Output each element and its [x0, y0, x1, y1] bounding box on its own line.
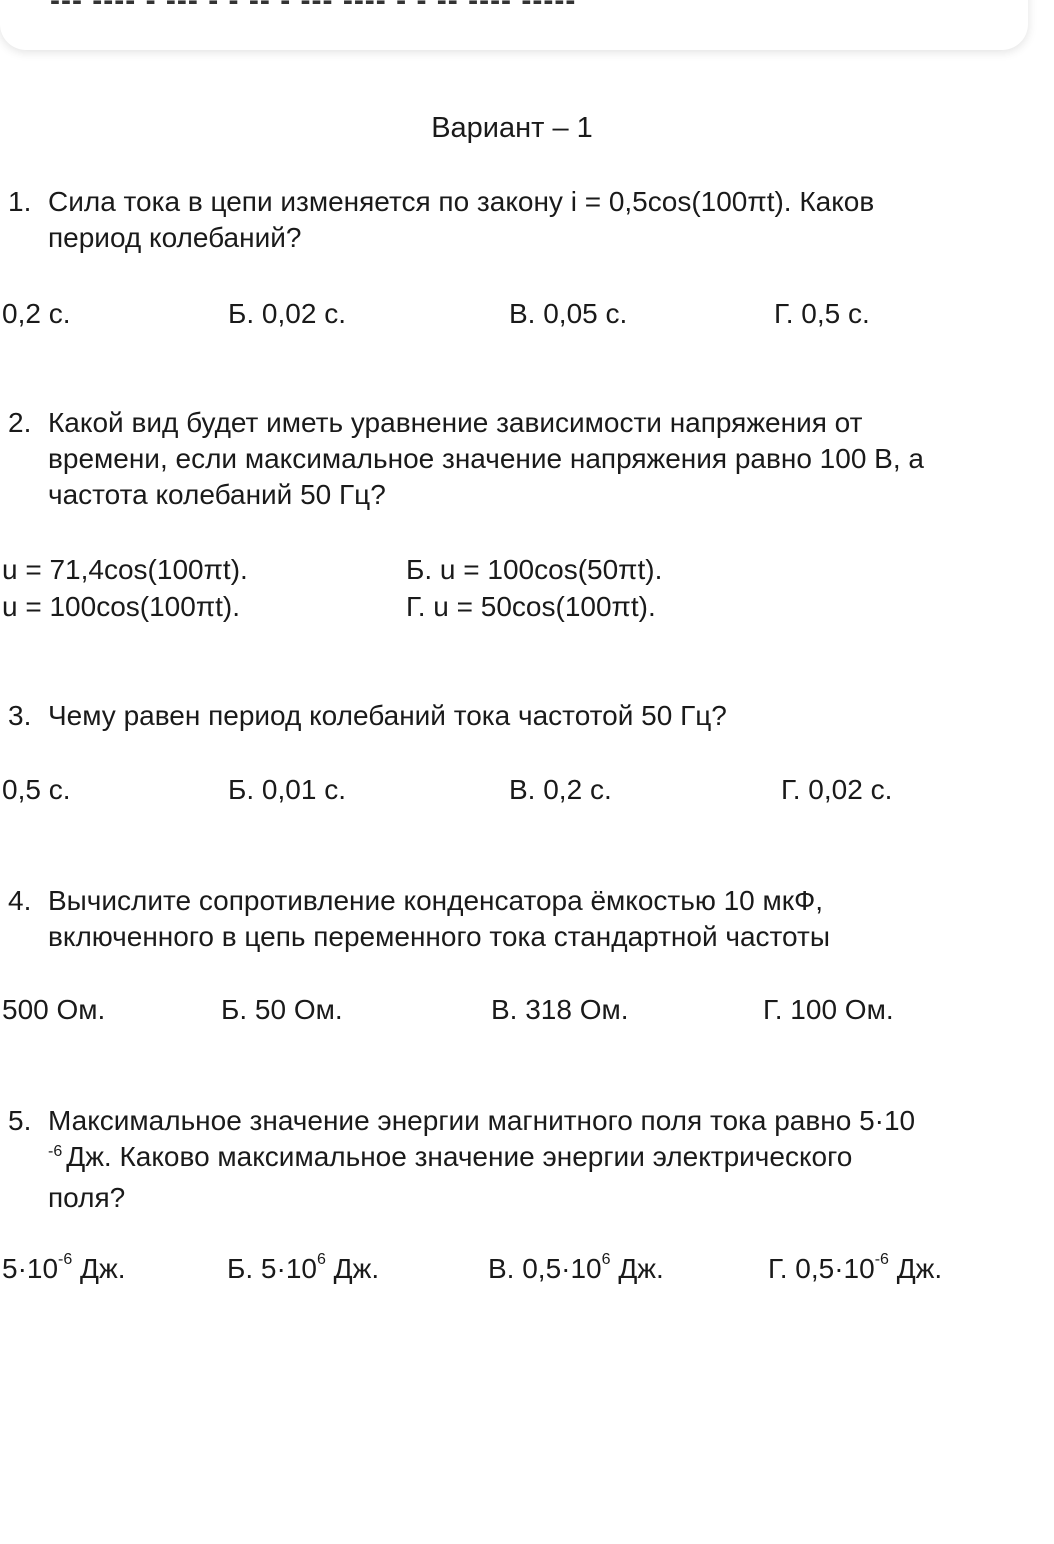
option-c: В. 0,05 с.	[509, 298, 628, 329]
question-text	[48, 1103, 1054, 1216]
option-c: В. 0,2 с.	[509, 774, 612, 805]
option-d: Г. u = 50cos(100πt).	[406, 591, 656, 622]
option-d: Г. 0,5 с.	[774, 298, 870, 329]
question-number: 1.	[8, 186, 32, 217]
question-text-line: поля?	[48, 1182, 126, 1213]
option-d: Г. 0,02 с.	[781, 774, 893, 805]
question-5	[8, 1103, 1054, 1216]
option-a: u = 71,4cos(100πt).	[2, 554, 248, 585]
question-text: Вычислите сопротивление конденсатора ёмкостью 10 мкФ, включенного в цепь переменного тока стандартной частоты	[48, 885, 830, 952]
option-c: u = 100cos(100πt).	[2, 591, 241, 622]
question-2	[8, 405, 1054, 513]
variant-title: Вариант – 1	[431, 112, 593, 144]
question-text: Какой вид будет иметь уравнение зависимости напряжения от времени, если максимальное значение напряжения равно 100 В, а частота колебаний 50 Гц?	[48, 407, 924, 510]
question-3	[8, 698, 1054, 734]
option-b: Б. $5\cdot 10^6$ Дж.	[227, 1250, 380, 1284]
question-4	[8, 883, 1054, 955]
option-b: Б. 0,02 с.	[228, 298, 346, 329]
option-d: Г. 100 Ом.	[763, 994, 894, 1025]
option-a: 0,2 с.	[2, 298, 71, 329]
option-b: Б. u = 100cos(50πt).	[406, 554, 663, 585]
top-card	[0, 0, 1028, 50]
exponent: -6	[874, 1250, 889, 1268]
exponent: 6	[601, 1250, 611, 1268]
question-number: 3.	[8, 700, 32, 731]
question-number: 4.	[8, 885, 32, 916]
option-b: Б. 50 Ом.	[221, 994, 343, 1025]
option-a: $5\cdot 10^{-6}$ Дж.	[2, 1250, 126, 1284]
question-number: 2.	[8, 407, 32, 438]
exponent: 6	[316, 1250, 326, 1268]
option-c: В. $0,5\cdot 10^6$ Дж.	[488, 1250, 664, 1284]
option-a: 0,5 с.	[2, 774, 71, 805]
exponent: -6	[58, 1250, 73, 1268]
option-b: Б. 0,01 с.	[228, 774, 346, 805]
cropped-header-text: ‑‑‑ ‑‑‑‑ ‑ ‑‑‑ ‑ ‑ ‑‑ ‑ ‑‑‑ ‑‑‑‑ ‑ ‑ ‑‑ ‑‑‑‑ ‑‑‑‑‑	[50, 0, 577, 17]
question-text: Сила тока в цепи изменяется по закону i = 0,5cos(100πt). Каков период колебаний?	[48, 186, 875, 253]
exponent: -6	[48, 1143, 63, 1160]
option-a: 500 Ом.	[2, 994, 106, 1025]
question-1	[8, 184, 1054, 256]
question-text-line: Максимальное значение энергии магнитного поля тока равно 5·10	[48, 1105, 916, 1136]
question-number: 5.	[8, 1105, 32, 1136]
question-text-line: $^{-6}$ Дж. Каково максимальное значение энергии электрического	[48, 1141, 853, 1172]
question-text: Чему равен период колебаний тока частотой 50 Гц?	[48, 700, 727, 731]
option-d: Г. $0,5\cdot 10^{-6}$ Дж.	[768, 1250, 943, 1284]
option-c: В. 318 Ом.	[491, 994, 629, 1025]
